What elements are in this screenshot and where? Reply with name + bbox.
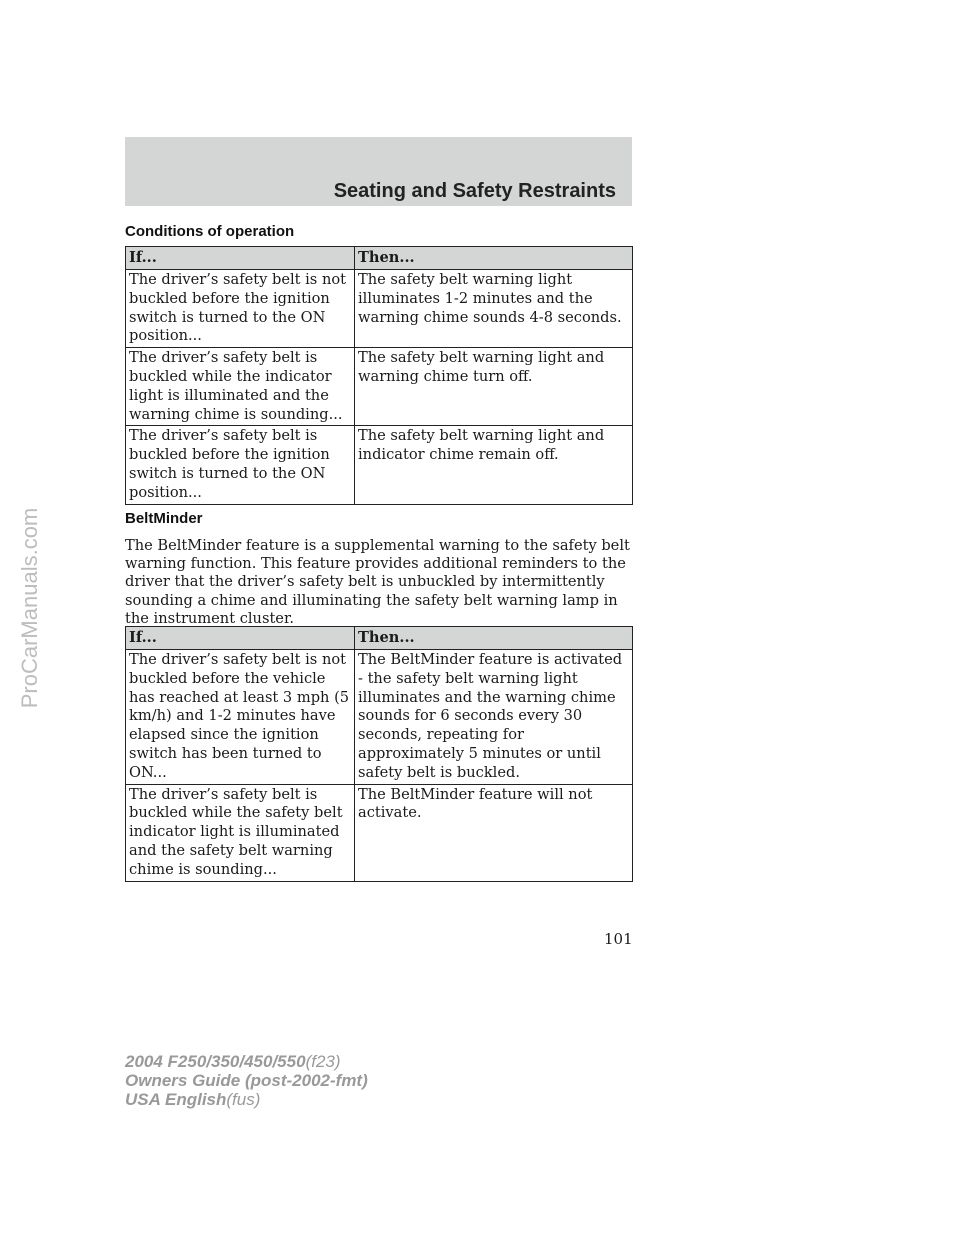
table-header-row — [126, 627, 633, 650]
table-cell-if: The driver’s safety belt is buckled while the indicator light is illuminated and the warning chime is sounding... — [126, 348, 355, 426]
footer-line-model — [125, 1052, 368, 1071]
column-header-then: Then... — [355, 627, 633, 650]
footer-line-language — [125, 1090, 368, 1109]
table-cell-if: The driver’s safety belt is not buckled before the ignition switch is turned to the ON position... — [126, 270, 355, 348]
column-header-if: If... — [126, 247, 355, 270]
table-row — [126, 270, 633, 348]
footer-line-guide — [125, 1071, 368, 1090]
page-title: Seating and Safety Restraints — [333, 180, 616, 202]
footer-model: 2004 F250/350/450/550 — [125, 1052, 306, 1071]
table-header-row — [126, 247, 633, 270]
table-cell-then: The BeltMinder feature will not activate. — [355, 784, 633, 881]
table-row — [126, 426, 633, 504]
table-cell-then: The safety belt warning light and indicator chime remain off. — [355, 426, 633, 504]
column-header-then: Then... — [355, 247, 633, 270]
beltminder-heading: BeltMinder — [125, 510, 203, 527]
section-header-band — [125, 137, 632, 206]
beltminder-description: The BeltMinder feature is a supplemental warning to the safety belt warning function. This feature provides additional reminders to the driver that the driver’s safety belt is unbuckled by intermittently sounding a chime and illuminating the safety belt warning lamp in the instrument cluster. — [125, 537, 630, 627]
watermark-text: ProCarManuals.com — [17, 507, 42, 709]
page-number: 101 — [604, 930, 633, 948]
table-cell-if: The driver’s safety belt is not buckled before the vehicle has reached at least 3 mph (5 km/h) and 1-2 minutes have elapsed since the ignition switch has been turned to ON... — [126, 650, 355, 785]
column-header-if: If... — [126, 627, 355, 650]
table-row — [126, 348, 633, 426]
conditions-heading: Conditions of operation — [125, 223, 295, 240]
table-row — [126, 784, 633, 881]
footer-guide: Owners Guide (post-2002-fmt) — [125, 1071, 368, 1090]
table-row — [126, 650, 633, 785]
document-footer — [125, 1052, 368, 1109]
beltminder-table — [125, 626, 633, 882]
footer-language: USA English — [125, 1090, 227, 1109]
watermark — [0, 0, 60, 1242]
footer-language-code: (fus) — [226, 1090, 261, 1109]
footer-model-code: (f23) — [305, 1052, 341, 1071]
table-cell-if: The driver’s safety belt is buckled before the ignition switch is turned to the ON position... — [126, 426, 355, 504]
conditions-table — [125, 246, 633, 505]
table-cell-if: The driver’s safety belt is buckled while the safety belt indicator light is illuminated and the safety belt warning chime is sounding... — [126, 784, 355, 881]
table-cell-then: The BeltMinder feature is activated - the safety belt warning light illuminates and the warning chime sounds for 6 seconds every 30 seconds, repeating for approximately 5 minutes or until safety belt is buckled. — [355, 650, 633, 785]
table-cell-then: The safety belt warning light illuminates 1-2 minutes and the warning chime sounds 4-8 seconds. — [355, 270, 633, 348]
table-cell-then: The safety belt warning light and warning chime turn off. — [355, 348, 633, 426]
